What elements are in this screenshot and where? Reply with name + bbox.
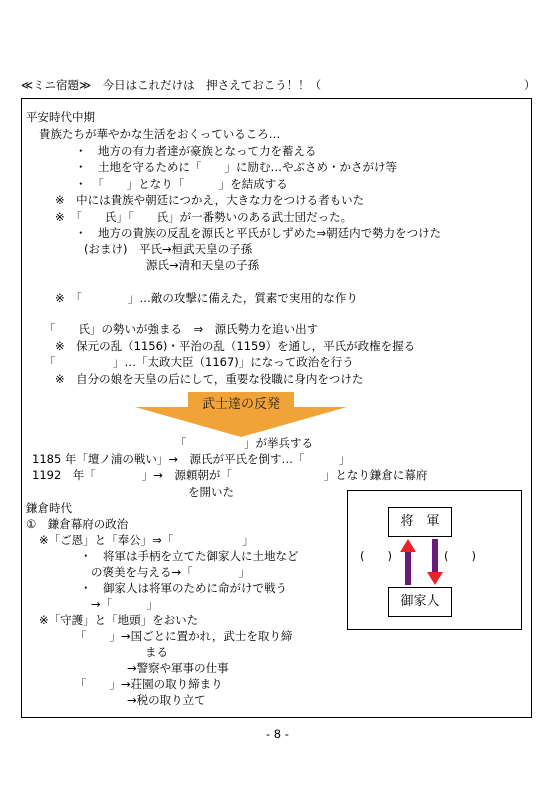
text-line: まる — [145, 645, 168, 659]
section-heian: 平安時代中期 — [26, 110, 95, 124]
text-line: 貴族たちが華やかな生活をおくっているころ… — [39, 127, 281, 141]
down-arrow-icon — [427, 539, 443, 585]
homework-title: ≪ミニ宿題≫ 今日はこれだけは 押さえておこう！！（ — [21, 78, 322, 92]
text-line: を開いた — [188, 485, 234, 499]
text-line: ・ 御家人は将軍のために命がけで戦う — [80, 581, 287, 595]
text-line: の褒美を与える→「 」 — [91, 565, 251, 579]
text-line: ・ 地方の貴族の反乱を源氏と平氏がしずめた⇒朝廷内で勢力をつけた — [75, 226, 442, 240]
text-line: →税の取り立て — [127, 693, 206, 707]
text-line: 「 」→荘園の取り締まり — [75, 677, 223, 691]
text-line: ※ 自分の娘を天皇の后にして，重要な役職に身内をつけた — [55, 372, 364, 386]
relationship-diagram — [347, 490, 522, 630]
banner-label: 武士達の反発 — [188, 392, 294, 417]
text-line: 1192 年「 」→ 源頼朝が「 」となり鎌倉に幕府 — [32, 468, 428, 482]
text-line: ① 鎌倉幕府の政治 — [26, 517, 129, 531]
text-line: 「 」→国ごとに置かれ，武士を取り締 — [75, 629, 293, 643]
text-line: ・ 地方の有力者達が豪族となって力を蓄える — [75, 144, 317, 158]
page-number: - 8 - — [266, 727, 289, 741]
text-line: ※「ご恩」と「奉公」⇒「 」 — [39, 533, 254, 547]
right-blank-paren: ( ) — [444, 549, 476, 563]
section-kamakura: 鎌倉時代 — [26, 501, 72, 515]
text-line: 源氏→清和天皇の子孫 — [146, 258, 260, 272]
shogun-box — [388, 507, 452, 537]
gokenin-label: 御家人 — [400, 594, 440, 609]
text-line: ※ 「 」…敵の攻撃に備えた，質素で実用的な作り — [55, 291, 358, 305]
text-line: 「 氏」の勢いが強まる ⇒ 源氏勢力を追い出す — [44, 322, 319, 336]
text-line: →「 」 — [91, 597, 159, 611]
text-line: 1185 年「壇ノ浦の戦い」→ 源氏が平氏を倒す…「 」 — [32, 452, 351, 466]
text-line: 「 」が挙兵する — [175, 436, 313, 450]
text-line: ・ 「 」となり「 」を結成する — [75, 177, 288, 191]
title-close-paren: ） — [524, 78, 536, 92]
up-arrow-icon — [400, 539, 416, 585]
shogun-label: 将 軍 — [400, 514, 440, 529]
text-line: ・ 土地を守るために「 」に励む…やぶさめ・かさがけ等 — [75, 160, 397, 174]
left-blank-paren: ( ) — [360, 549, 392, 563]
text-line: ※ 「 氏」「 氏」が一番勢いのある武士団だった。 — [55, 210, 353, 224]
text-line: →警察や軍事の仕事 — [127, 661, 229, 675]
text-line: ・ 将軍は手柄を立てた御家人に土地など — [80, 549, 299, 563]
text-line: ※ 中には貴族や朝廷につかえ，大きな力をつける者もいた — [55, 193, 365, 207]
text-line: ※「守護」と「地頭」をおいた — [39, 613, 199, 627]
text-line: ※ 保元の乱（1156)・平治の乱（1159）を通し，平氏が政権を握る — [55, 339, 416, 353]
gokenin-box — [388, 587, 452, 617]
text-line: 「 」…「太政大臣（1167)」になって政治を行う — [44, 355, 354, 369]
text-line: (おまけ) 平氏→桓武天皇の子孫 — [84, 242, 253, 256]
